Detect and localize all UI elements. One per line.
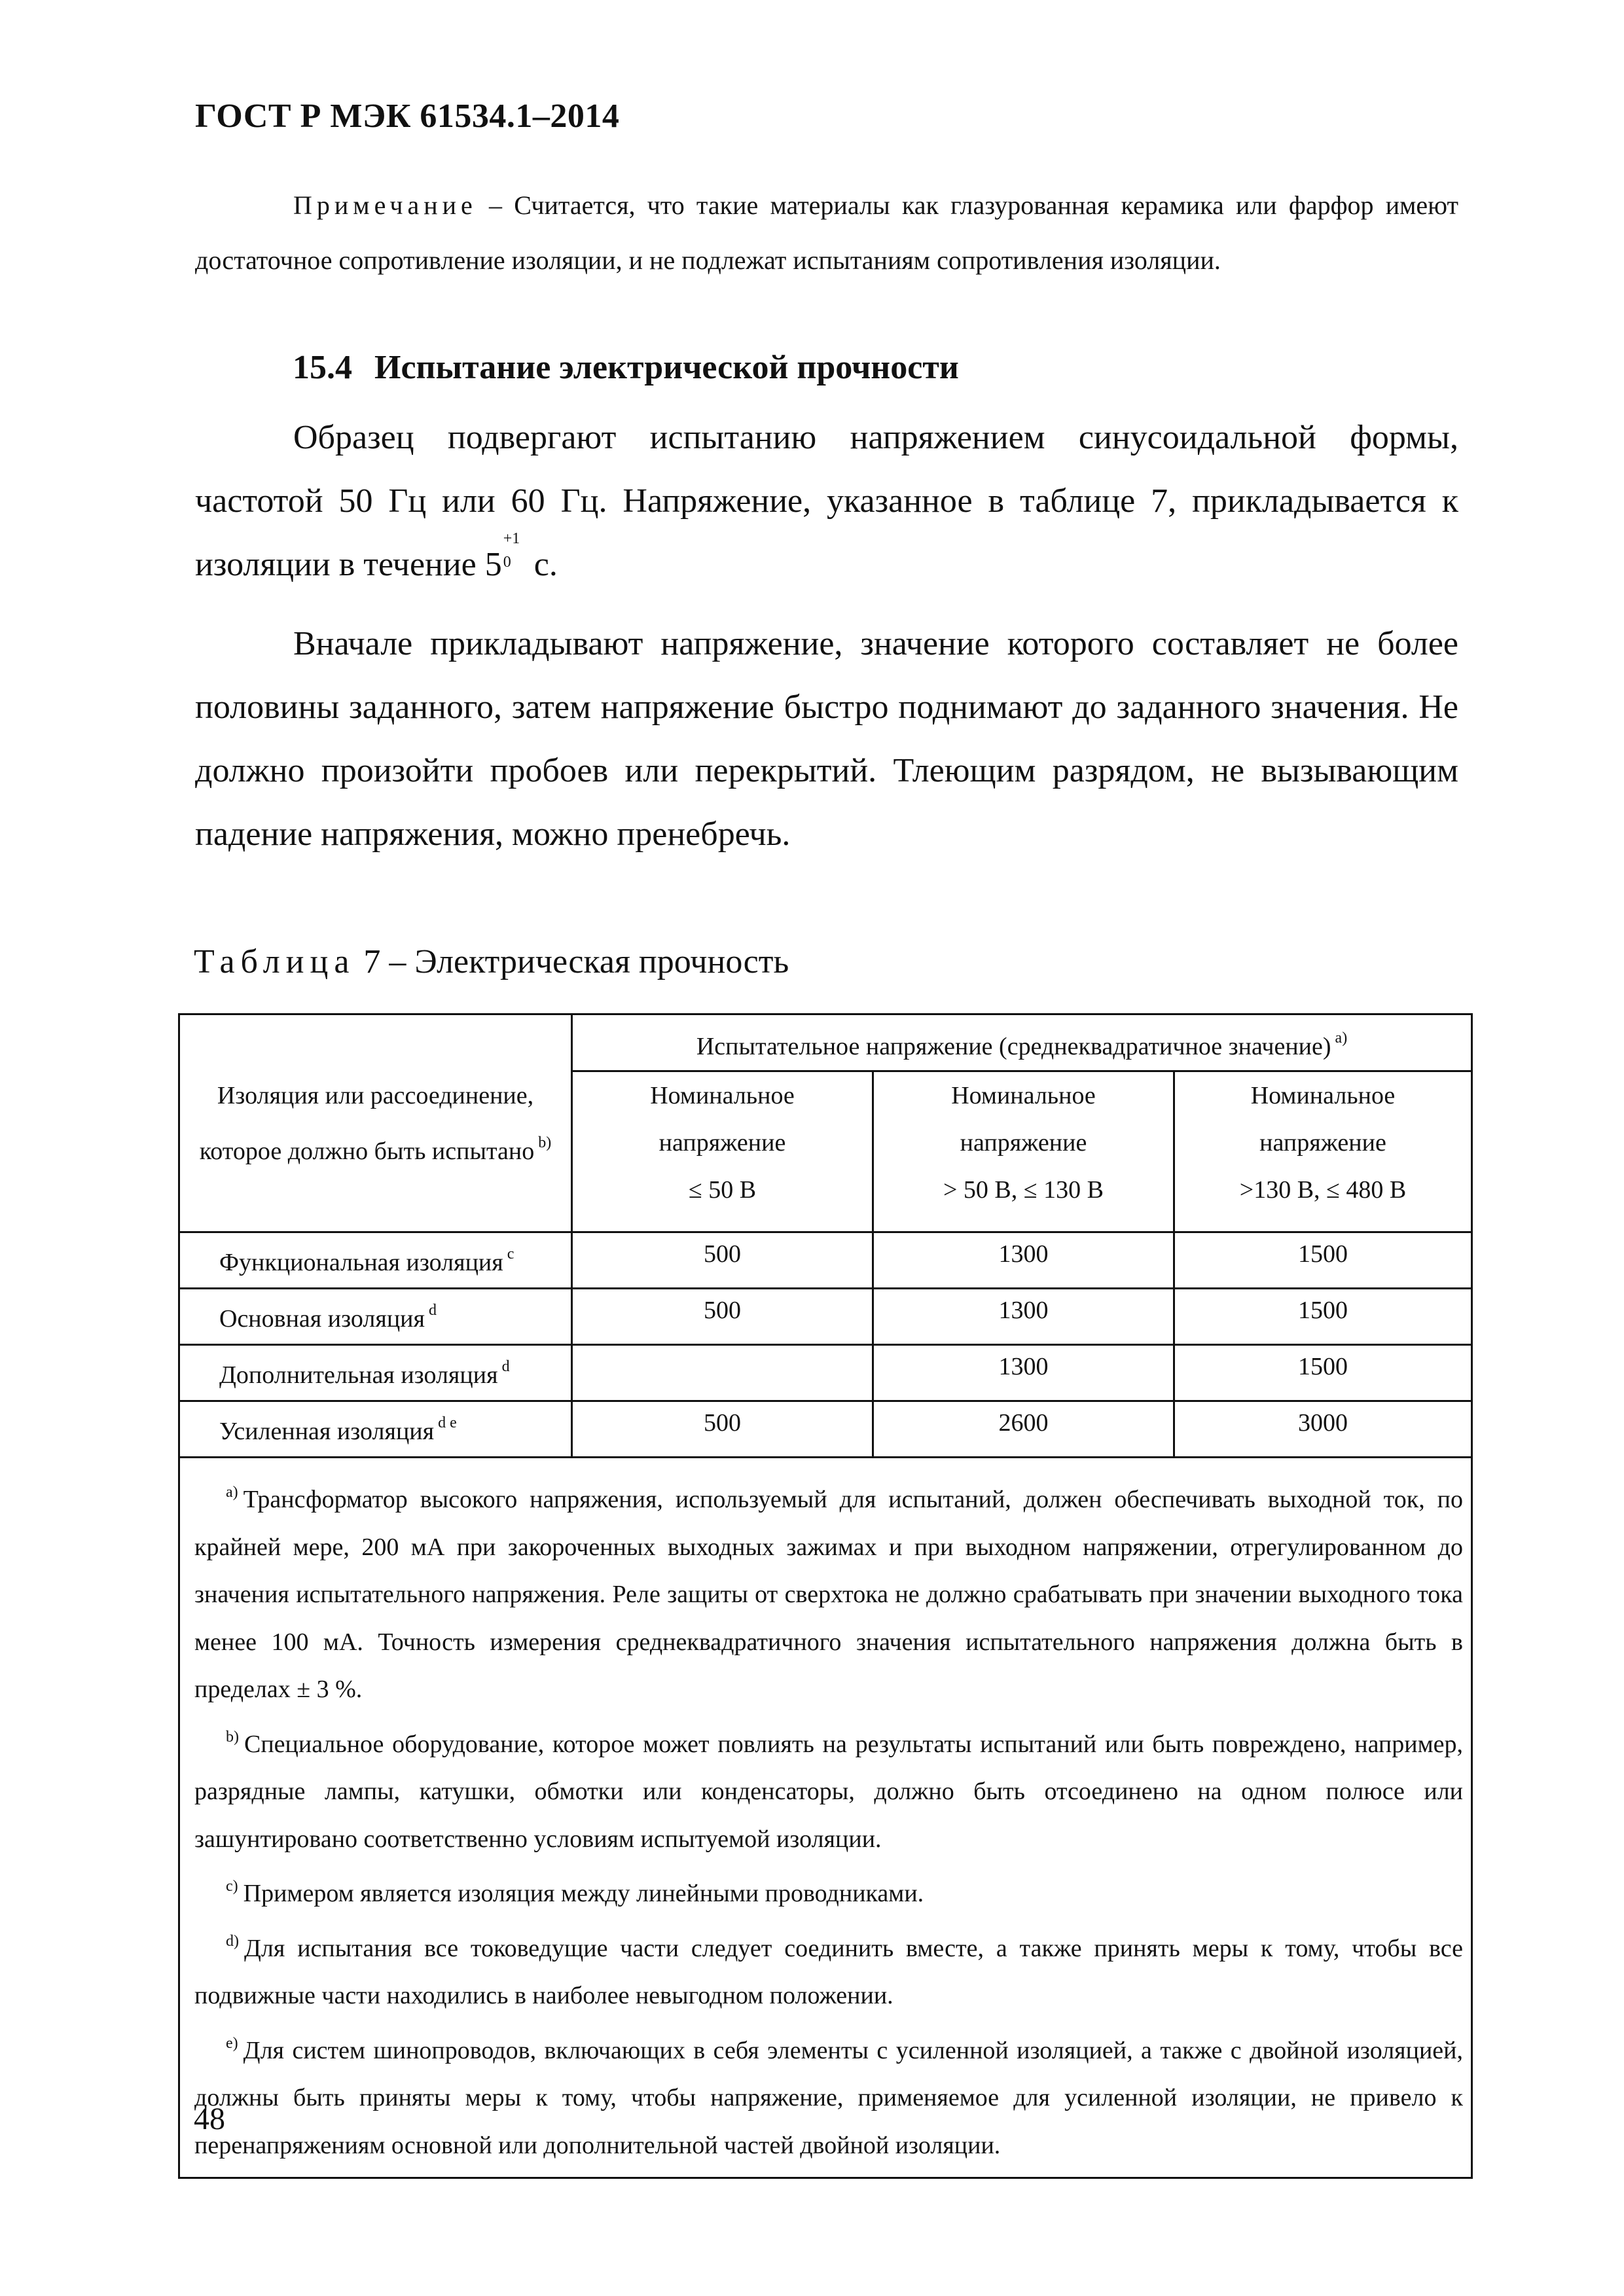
table-caption-label: Таблица [194,943,355,980]
header-col-le50 [572,1071,873,1232]
footnote-mark: b) [226,1728,239,1746]
paragraph-1-end: с. [525,546,558,583]
header-line: Номинальное [951,1082,1096,1110]
row-label [179,1345,572,1401]
table-caption [194,942,789,981]
row-label [179,1289,572,1345]
footnote-a [194,1469,1463,1713]
paragraph-2-text: Вначале прикладывают напряжение, значение которого составляет не более половины заданного, затем напряжение быстро поднимают до заданного значения. Не должно произойти пробоев или перекрытий. Тлеющим разрядом, не вызывающим падение напряжения, можно пренебречь. [195,625,1458,853]
footnote-text: Трансформатор высокого напряжения, используемый для испытаний, должен обеспечивать выходной ток, по крайней мере, 200 мА при закороченных выходных зажимах и при выходном напряжении, отрегулированном до значения испытательного напряжения. Реле защиты от сверхтока не должно срабатывать при значении выходного тока менее 100 мА. Точность измерения среднеквадратичного значения испытательного напряжения должна быть в пределах ± 3 %. [194,1486,1464,1703]
header-line: ≤ 50 В [688,1176,757,1204]
header-line: > 50 В, ≤ 130 В [943,1176,1104,1204]
footnote-mark: a) [226,1484,238,1501]
table-row [179,1401,1472,1458]
table-cell: 2600 [873,1401,1174,1458]
tolerance-lower: 0 [503,554,511,571]
row-label-text: Функциональная изоляция [219,1249,503,1276]
header-line: напряжение [960,1129,1087,1157]
header-insulation-text: Изоляция или рассоединение, которое должно быть испытано [199,1081,535,1165]
header-line: напряжение [1259,1129,1386,1157]
table-cell: 1300 [873,1232,1174,1289]
note-paragraph [195,178,1458,288]
paragraph-1 [195,406,1458,596]
footnote-mark: e) [226,2034,238,2052]
table-row [179,1345,1472,1401]
row-label [179,1401,572,1458]
header-test-voltage-text: Испытательное напряжение (среднеквадратичное значение) [696,1033,1331,1060]
footnote-d [194,1918,1463,2020]
header-col-50-130 [873,1071,1174,1232]
row-label-text: Основная изоляция [219,1305,425,1333]
table-cell: 1500 [1174,1232,1472,1289]
table-cell: 500 [572,1232,873,1289]
footnote-text: Примером является изоляция между линейными проводниками. [243,1880,924,1907]
table-footnotes [179,1458,1472,2178]
footnote-ref: d [428,1302,437,1319]
paragraph-2 [195,612,1458,866]
table-cell: 500 [572,1289,873,1345]
footnote-ref: c [507,1246,514,1263]
document-header: ГОСТ Р МЭК 61534.1–2014 [195,98,620,135]
tolerance-fraction [502,530,526,575]
footnote-text: Для испытания все токоведущие части следует соединить вместе, а также принять меры к тому, чтобы все подвижные части находились в наиболее невыгодном положении. [194,1934,1464,2009]
footnote-ref: d e [438,1414,457,1431]
header-col-130-480 [1174,1071,1472,1232]
footnote-e [194,2020,1463,2170]
row-label-text: Дополнительная изоляция [219,1361,498,1389]
page-number: 48 [194,2102,225,2136]
table-cell: 1500 [1174,1345,1472,1401]
row-label [179,1232,572,1289]
electric-strength-table [178,1013,1473,2179]
footnote-c [194,1863,1463,1918]
note-label: Примечание [293,190,477,220]
footnote-ref: d [501,1358,510,1375]
section-number: 15.4 [293,349,352,386]
footnote-mark: d) [226,1932,239,1950]
footnote-text: Специальное оборудование, которое может повлиять на результаты испытаний или быть повреждено, например, разрядные лампы, катушки, обмотки или конденсаторы, должно быть отсоединено на одном полюсе или зашунтировано соответственно условиям испытуемой изоляции. [194,1730,1464,1853]
table-cell: 1300 [873,1345,1174,1401]
footnote-ref: b) [538,1134,552,1151]
table-cell: 500 [572,1401,873,1458]
header-line: Номинальное [650,1082,795,1110]
header-line: >130 В, ≤ 480 В [1239,1176,1407,1204]
table-caption-text: 7 – Электрическая прочность [355,943,789,980]
table-cell: 1500 [1174,1289,1472,1345]
note-text: – Считается, что такие материалы как глазурованная керамика или фарфор имеют достаточное сопротивление изоляции, и не подлежат испытаниям сопротивления изоляции. [195,190,1458,275]
table-cell [572,1345,873,1401]
footnote-text: Для систем шинопроводов, включающих в себя элементы с усиленной изоляцией, а также с двойной изоляцией, должны быть приняты меры к тому, чтобы напряжение, применяемое для усиленной изоляции, не привело к перенапряжениям основной или дополнительной частей двойной изоляции. [194,2036,1464,2159]
footnote-b [194,1713,1463,1863]
footnote-ref: a) [1335,1030,1348,1047]
table-cell: 3000 [1174,1401,1472,1458]
paragraph-1-text: Образец подвергают испытанию напряжением синусоидальной формы, частотой 50 Гц или 60 Гц. Напряжение, указанное в таблице 7, прикладывается к изоляции в течение 5 [195,419,1458,583]
row-label-text: Усиленная изоляция [219,1418,435,1445]
table-cell: 1300 [873,1289,1174,1345]
header-line: Номинальное [1250,1082,1396,1110]
header-test-voltage [572,1014,1472,1071]
tolerance-upper: +1 [503,530,520,547]
section-title: Испытание электрической прочности [374,349,959,386]
header-line: напряжение [659,1129,786,1157]
section-heading [293,348,959,387]
table-row [179,1289,1472,1345]
table-row [179,1232,1472,1289]
footnote-mark: c) [226,1878,238,1895]
header-insulation-type [179,1014,572,1232]
